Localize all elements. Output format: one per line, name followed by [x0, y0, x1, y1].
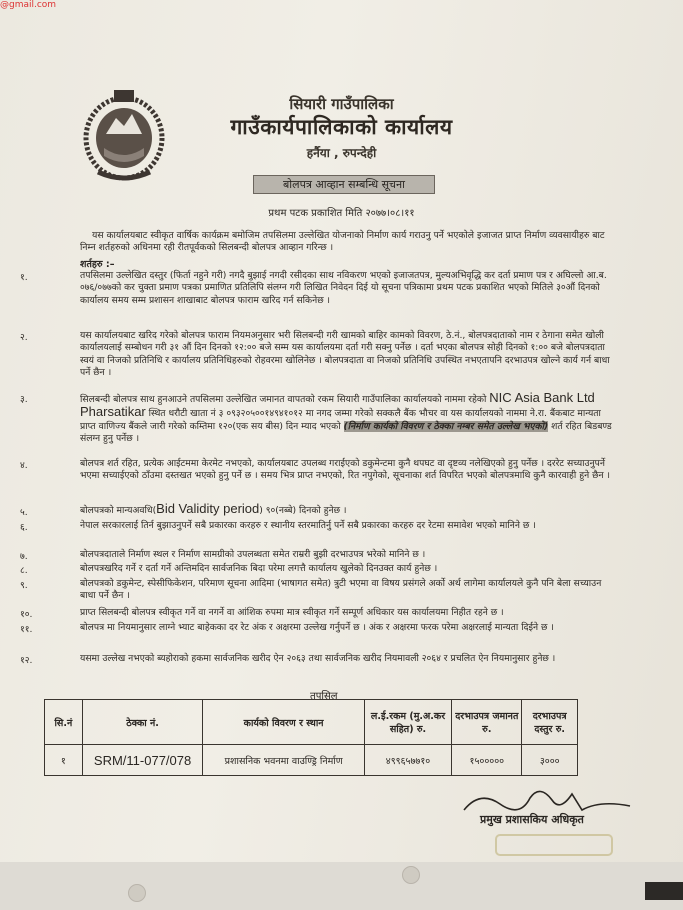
highlighted-text: (निर्माण कार्यको विवरण र ठेक्का नम्बर समेत उल्लेख भएको): [343, 420, 549, 432]
bank-name: NIC Asia Bank Ltd Pharsatikar: [80, 390, 595, 420]
table-header-cell: कार्यको विवरण र स्थान: [203, 700, 364, 745]
condition-5-post: ) ९०(नब्बे) दिनको हुनेछ ।: [259, 505, 347, 516]
condition-number: २.: [20, 332, 28, 343]
table-cell: १: [45, 745, 83, 776]
intro-paragraph: यस कार्यालयबाट स्वीकृत वार्षिक कार्यक्रम बमोजिम तपसिलमा उल्लेखित योजनाको निर्माण कार्य गराउनु पर्ने भएकोले इजाजत प्राप्त निर्माण व्यवसायीहरु बाट निम्न शर्तहरुको अधिनमा रही रीतपूर्वकको सिलबन्दी बोलपत्र आव्हान गरिन्छ ।: [80, 230, 605, 254]
condition-text: बोलपत्रदाताले निर्माण स्थल र निर्माण सामग्रीको उपलब्धता समेत राम्ररी बुझी दरभाउपत्र भरेको मानिने छ ।: [80, 549, 426, 560]
condition-text: नेपाल सरकारलाई तिर्न बुझाउनुपर्ने सबै प्रकारका करहरु र स्थानीय स्तरमातिर्नु पर्ने सबै प्रकारका करहरु दर रेटमा समावेश भएको मानिने छ ।: [80, 520, 536, 531]
condition-number: ६.: [20, 522, 28, 533]
condition-text: प्राप्त सिलबन्दी बोलपत्र स्वीकृत गर्ने वा नगर्ने वा आंशिक रुपमा मात्र स्वीकृत गर्ने सम्पूर्ण अधिकार यस कार्यालयमा निहीत रहने छ ।: [80, 607, 504, 618]
condition-number: ११.: [20, 624, 33, 635]
condition-3-pre: सिलबन्दी बोलपत्र साथ हुनआउने तपसिलमा उल्लेखित जमानत वापतको रकम सियारी गाउँपालिका कार्यालयको नाममा रहेको: [80, 394, 487, 405]
condition-number: ५.: [20, 507, 28, 518]
condition-number: ४.: [20, 460, 28, 471]
condition-3-post: स्थित धरौटी खाता नं ३ ०९३२०५००१४९४१०१२ मा नगद जम्मा गरेको सक्कलै बैंक भौचर वा यस कार्यालयको नाममा ने.रा. बैंकबाट मान्यता प्राप्त वाणिज्य बैंकले जारी गरेको कम्तिमा १२०(एक सय बीस) दिन म्याद भएको: [80, 408, 601, 432]
table-cell: ४९९६५७७१०: [364, 745, 451, 776]
signature-label: प्रमुख प्रशासकिय अधिकृत: [480, 813, 584, 826]
corner-email-fragment: @gmail.com: [0, 0, 57, 10]
publish-date: प्रथम पटक प्रकाशित मिति २०७७।०८।११: [268, 208, 415, 219]
table-header-cell: ल.ई.रकम (मु.अ.कर सहित) रु.: [364, 700, 451, 745]
bid-validity-term: Bid Validity period: [156, 501, 260, 516]
condition-number: ९.: [20, 580, 28, 591]
table-cell: १५०००००: [452, 745, 522, 776]
table-header-cell: ठेक्का नं.: [82, 700, 203, 745]
notice-title: बोलपत्र आव्हान सम्बन्धि सूचना: [253, 175, 435, 194]
table-row: [45, 745, 578, 776]
condition-text: तपसिलमा उल्लेखित दस्तुर (फिर्ता नहुने गरी) नगदै बुझाई नगदी रसीदका साथ नविकरण भएको इजाजतपत्र, मुल्यअभिवृद्धि कर दर्ता प्रमाण पत्र र अघिल्लो आ.ब. ०७६/०७७को कर चुक्ता प्रमाण पत्रका प्रमाणित प्रतिलिपि संलग्न गरी लिखित निवेदन दिई यो सूचना पत्रिकामा प्रथम पटक प्रकाशित भएको मितिले ३०औं दिनको कार्यालय समय सम्म प्रशासन शाखाबाट बोलपत्र फाराम खरिद गर्न सकिनेछ ।: [80, 270, 607, 306]
condition-text: बोलपत्र मा नियमानुसार लाग्ने भ्याट बाहेकका दर रेट अंक र अक्षरमा उल्लेख गर्नुपर्ने छ । अंक र अक्षरमा फरक परेमा अक्षरलाई मान्यता दिईने छ ।: [80, 622, 554, 633]
municipality-name: सियारी गाउँपालिका: [289, 95, 394, 113]
condition-number: १०.: [20, 609, 33, 620]
table-cell: SRM/11-077/078: [82, 745, 203, 776]
punch-hole: [128, 884, 146, 902]
details-table: [44, 699, 578, 776]
office-address: हर्नैया , रुपन्देही: [306, 146, 377, 160]
table-caption: तपसिल: [310, 691, 338, 702]
condition-text: बोलपत्रको डकुमेन्ट, स्पेसीफिकेशन, परिमाण सूचना आदिमा (भाषागत समेत) त्रुटी भएमा वा विषय प्रसंगले अर्को अर्थ लागेमा कार्यालयले कुनै पनि बेला सच्याउन बाधा पर्ने छैन ।: [80, 578, 602, 602]
condition-text: बोलपत्रखरिद गर्ने र दर्ता गर्ने अन्तिमदिन सार्वजनिक बिदा परेमा लगत्तै कार्यालय खुलेको दिनउक्त कार्य हुनेछ ।: [80, 563, 438, 574]
table-cell: ३०००: [522, 745, 578, 776]
table-header-cell: दरभाउपत्र दस्तुर रु.: [522, 700, 578, 745]
condition-text: यसमा उल्लेख नभएको ब्यहोराको हकमा सार्वजनिक खरीद ऐन २०६३ तथा सार्वजनिक खरीद नियमावली २०६४ र प्रचलित ऐन नियमानुसार हुनेछ ।: [80, 653, 556, 664]
condition-text: [80, 503, 615, 517]
condition-5-pre: बोलपत्रको मान्यअवधि(: [80, 505, 157, 516]
condition-number: ८.: [20, 565, 28, 576]
condition-3-tail: शर्त रहित बिडबण्ड संलग्न हुनु पर्नेछ ।: [80, 420, 612, 444]
condition-number: १.: [20, 272, 28, 283]
dark-corner-mark: [645, 882, 683, 900]
table-cell: प्रशासनिक भवनमा वाउण्ड्रि निर्माण: [203, 745, 364, 776]
official-stamp: [494, 832, 614, 858]
condition-number: ३.: [20, 394, 28, 405]
condition-text: बोलपत्र शर्त रहित, प्रत्येक आईटममा केरमेट नभएको, कार्यालयबाट उपलब्ध गराईएको डकुमेन्टमा कुनै थपघट वा दृष्टव्य नलेखिएको हुनु पर्नेछ । दररेट सच्याउनुपर्ने भएमा सच्याईएको ठाँउमा दस्तखत भएको हुनु पर्ने छ । समय भित्र प्राप्त नभएको, रित नपुगेको, सूचनाका शर्त विपरित भएको बोलपत्रमाथि कुनै कारवाही हुने छैन ।: [80, 458, 611, 482]
table-header-cell: दरभाउपत्र जमानत रु.: [452, 700, 522, 745]
condition-text: [80, 392, 615, 445]
conditions-heading: शर्तहरु :–: [80, 259, 115, 270]
office-title: गाउँकार्यपालिकाको कार्यालय: [230, 115, 453, 139]
table-header-cell: सि.नं: [45, 700, 83, 745]
condition-text: यस कार्यालयबाट खरिद गरेको बोलपत्र फाराम नियमअनुसार भरी सिलबन्दी गरी खामको बाहिर कामको विवरण, ठे.नं., बोलपत्रदाताको नाम र ठेगाना समेत खोली कार्यालयलाई सम्बोधन गरी ३१ औं दिन दिनको १२:०० बजे सम्म यस कार्यालयमा दर्ता गरी सक्नु पर्नेछ । दर्ता भएका बोलपत्र सोही दिनको १:०० बजे बोलपत्रदाता स्वयं वा निजको प्रतिनिधि र कार्यालय प्रतिनिधिहरुको रोहवरमा खोलिनेछ । बोलपत्रदाता वा निजको प्रतिनिधि उपस्थित नभएतापनि दरभाउपत्र खोल्ने कार्य गर्न बाधा पर्ने छैन ।: [80, 330, 610, 378]
punch-hole: [402, 866, 420, 884]
condition-number: ७.: [20, 551, 28, 562]
condition-number: १२.: [20, 655, 33, 666]
table-header-row: [45, 700, 578, 745]
scan-bottom-edge: [0, 862, 683, 910]
